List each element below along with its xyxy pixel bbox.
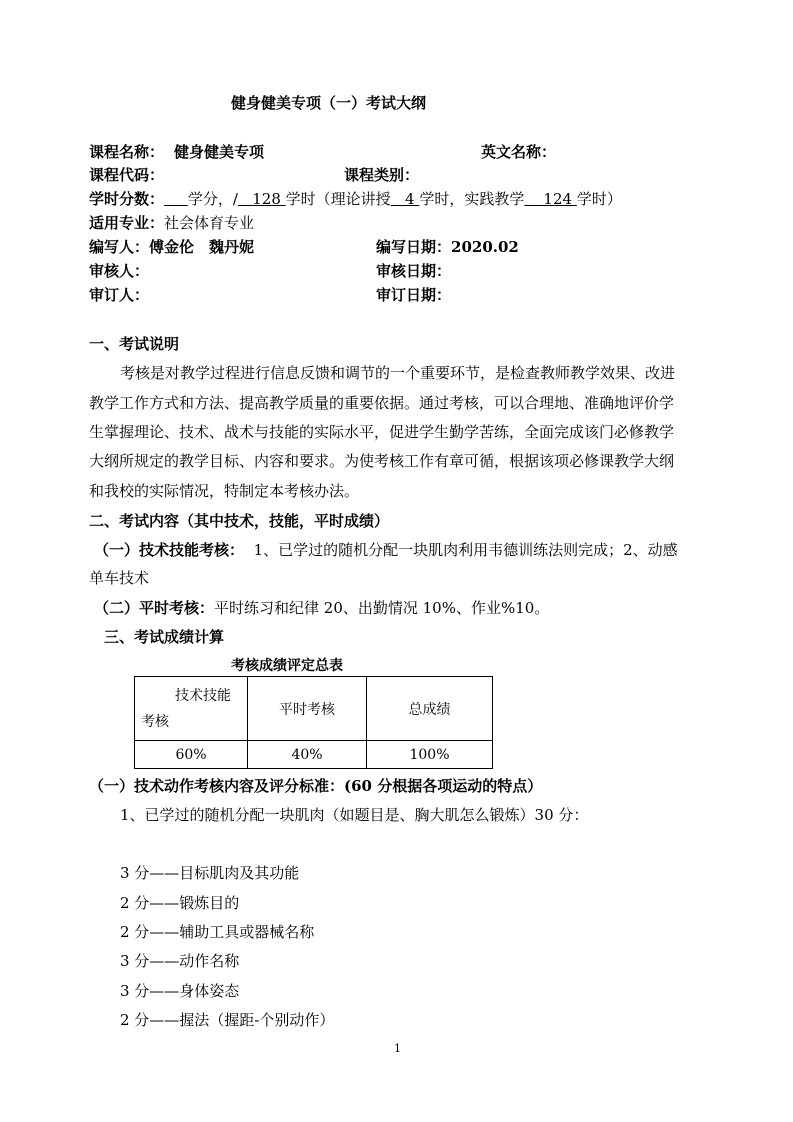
author-row (89, 236, 254, 257)
criteria-item: 2 分——握法（握距-个别动作） (120, 1011, 335, 1029)
hours-theory: 4 (404, 190, 415, 208)
approve-date-label: 审订日期： (376, 286, 452, 304)
section4-heading: （一）技术动作考核内容及评分标准：(60 分根据各项运动的特点） (89, 777, 543, 795)
hours-row (89, 188, 622, 209)
section2-heading: 二、考试内容（其中技术，技能，平时成绩） (89, 512, 390, 530)
date-row (376, 236, 519, 257)
section3-heading: 三、考试成绩计算 (104, 628, 225, 646)
course-type-label: 课程类别： (344, 166, 420, 184)
criteria-item: 3 分——动作名称 (120, 952, 240, 970)
english-name-label: 英文名称： (481, 143, 557, 161)
date-label: 编写日期： (376, 238, 452, 256)
page-title: 健身健美专项（一）考试大纲 (231, 94, 427, 112)
course-code-label: 课程代码： (89, 166, 165, 184)
course-name-label: 课程名称： (89, 143, 165, 161)
hours-mid: 学时（理论讲授 (285, 190, 391, 208)
table-value-row (135, 741, 493, 769)
value-total: 100% (367, 741, 493, 769)
section1-heading: 一、考试说明 (89, 335, 180, 353)
criteria-item: 2 分——锻炼目的 (120, 894, 240, 912)
value-usual: 40% (248, 741, 367, 769)
author-value: 傅金伦 魏丹妮 (149, 238, 255, 256)
header-skill: 技术技能 考核 (135, 677, 248, 741)
hours-label: 学时分数： (89, 190, 165, 208)
score-table (134, 676, 493, 769)
page-number: 1 (394, 1042, 401, 1055)
criteria-item: 2 分——辅助工具或器械名称 (120, 923, 315, 941)
header-usual: 平时考核 (248, 677, 367, 741)
skill-label: （一）技术技能考核： (94, 541, 245, 559)
major-value: 社会体育专业 (164, 214, 255, 232)
item1-text: 1、已学过的随机分配一块肌肉（如题目是、胸大肌怎么锻炼）30 分： (120, 806, 589, 824)
usual-label: （二）平时考核： (94, 599, 215, 617)
hours-suffix: 学时） (576, 190, 622, 208)
course-name-value: 健身健美专项 (174, 143, 265, 161)
approver-label: 审订人： (89, 286, 150, 304)
table-header-row (135, 677, 493, 741)
review-date-label: 审核日期： (376, 262, 452, 280)
section1-line: 生掌握理论、技术、战术与技能的实际水平，促进学生勤学苦练，全面完成该门必修教学 (89, 423, 675, 441)
author-label: 编写人： (89, 238, 150, 256)
hours-practice: 124 (543, 190, 573, 208)
skill-text-cont: 单车技术 (89, 569, 150, 587)
criteria-item: 3 分——身体姿态 (120, 982, 240, 1000)
skill-text: 1、已学过的随机分配一块肌肉利用韦德训练法则完成；2、动感 (253, 541, 678, 559)
table-title: 考核成绩评定总表 (231, 658, 343, 674)
date-value: 2020.02 (451, 238, 519, 256)
criteria-item: 3 分——目标肌肉及其功能 (120, 864, 300, 882)
header-total: 总成绩 (367, 677, 493, 741)
major-row (89, 212, 254, 233)
hours-total: 128 (252, 190, 281, 208)
hours-mid2: 学时，实践教学 (419, 190, 525, 208)
section1-line: 大纲所规定的教学目标、内容和要求。为使考核工作有章可循，根据该项必修课教学大纲 (89, 452, 675, 470)
skill-assessment-row (94, 539, 678, 560)
value-skill: 60% (135, 741, 248, 769)
major-label: 适用专业： (89, 214, 165, 232)
credit-blank (164, 190, 188, 208)
hours-prefix: 学分，/ (187, 190, 238, 208)
usual-text: 平时练习和纪律 20、出勤情况 10%、作业%10。 (214, 599, 550, 617)
usual-assessment-row (94, 597, 549, 618)
section1-line: 和我校的实际情况，特制定本考核办法。 (89, 482, 360, 500)
reviewer-label: 审核人： (89, 262, 150, 280)
section1-line: 教学工作方式和方法、提高教学质量的重要依据。通过考核，可以合理地、准确地评价学 (89, 394, 675, 412)
section1-line: 考核是对教学过程进行信息反馈和调节的一个重要环节，是检查教师教学效果、改进 (120, 364, 676, 382)
